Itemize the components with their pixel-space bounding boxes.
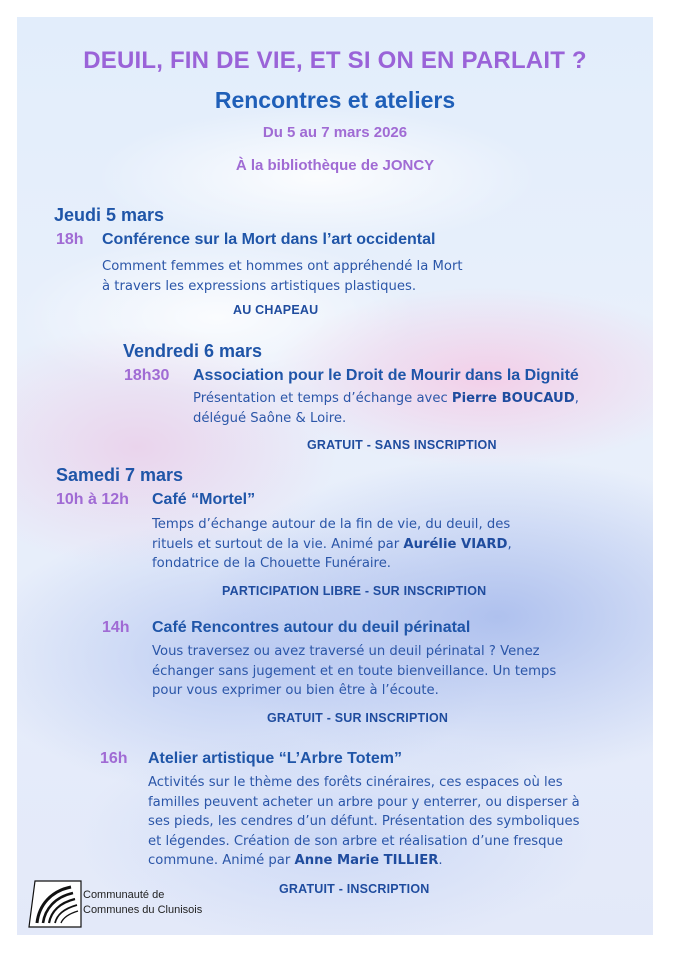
logo-text [83,888,202,918]
description-text: rituels et surtout de la vie. Animé par [152,536,404,552]
event-dates: Du 5 au 7 mars 2026 [262,124,408,141]
event-note: GRATUIT - SANS INSCRIPTION [307,438,497,452]
description-line: Temps d’échange autour de la fin de vie, du deuil, des [152,517,511,532]
description-line: échanger sans jugement et en toute bienveillance. Un temps [152,663,557,679]
description-text: commune. Animé par [148,853,295,868]
poster [17,17,653,935]
event-title: Café “Mortel” [152,491,256,508]
description-line: Activités sur le thème des forêts cinéraires, ces espaces où les [148,775,563,790]
day-heading-saturday: Samedi 7 mars [56,465,184,485]
description-line: délégué Saône & Loire. [193,410,347,426]
event-description [102,257,522,296]
event-note: GRATUIT - SUR INSCRIPTION [267,711,449,725]
event-time: 14h [102,619,130,636]
poster-subtitle: Rencontres et ateliers [214,87,456,113]
event-title: Conférence sur la Mort dans l’art occidental [102,231,436,248]
description-text: Présentation et temps d’échange avec [193,391,452,406]
event-title: Atelier artistique “L’Arbre Totem” [148,750,402,767]
event-description [152,642,612,701]
day-heading-friday: Vendredi 6 mars [123,341,263,361]
description-line: familles peuvent acheter un arbre pour y enterrer, ou disperser à [148,794,580,810]
day-heading-thursday: Jeudi 5 mars [54,205,165,225]
description-line: pour vous exprimer ou bien être à l’écoute. [152,683,439,698]
description-text: . [438,853,443,868]
description-line: et légendes. Création de son arbre et réalisation d’une fresque [148,833,564,849]
event-title: Association pour le Droit de Mourir dans la Dignité [193,367,579,384]
description-text: , [507,536,512,552]
logo-line: Communes du Clunisois [83,904,203,916]
event-time: 18h [56,231,84,248]
description-line: Comment femmes et hommes ont appréhendé la Mort [102,259,463,274]
description-line: à travers les expressions artistiques plastiques. [102,278,417,294]
event-description [148,773,638,871]
speaker-name: Pierre BOUCAUD [451,391,575,406]
event-place: À la bibliothèque de JONCY [235,157,435,174]
event-time: 16h [100,750,128,767]
description-line: ses pieds, les cendres d’un défunt. Présentation des symboliques [148,814,580,829]
logo-mark-icon [27,879,83,929]
event-time: 18h30 [124,367,170,384]
event-note: AU CHAPEAU [233,303,319,317]
description-text: , [574,391,579,406]
event-note: GRATUIT - INSCRIPTION [279,882,430,896]
organizer-logo [27,879,203,929]
event-description [152,515,592,574]
poster-title: DEUIL, FIN DE VIE, ET SI ON EN PARLAIT ? [83,47,587,74]
logo-line: Communauté de [83,889,165,901]
speaker-name: Aurélie VIARD [403,536,508,552]
description-line: Vous traversez ou avez traversé un deuil périnatal ? Venez [152,644,540,659]
speaker-name: Anne Marie TILLIER [294,853,439,868]
event-note: PARTICIPATION LIBRE - SUR INSCRIPTION [222,584,487,598]
event-time: 10h à 12h [56,491,129,508]
event-description [193,389,633,428]
event-title: Café Rencontres autour du deuil périnatal [152,619,471,636]
description-line: fondatrice de la Chouette Funéraire. [152,556,391,571]
